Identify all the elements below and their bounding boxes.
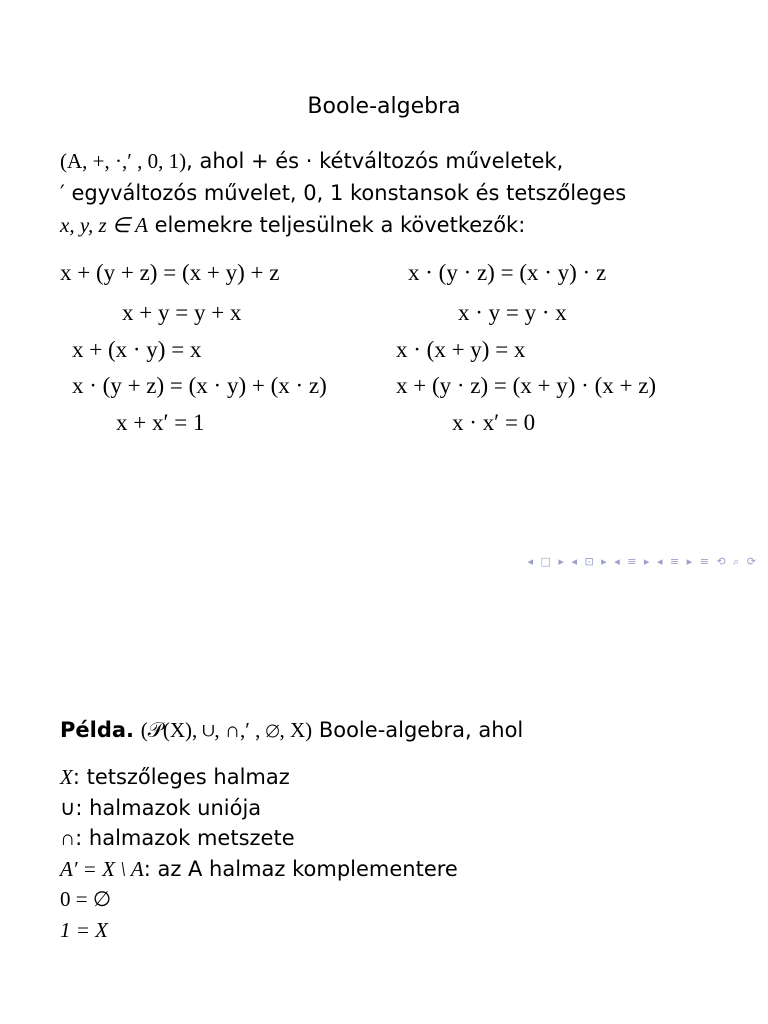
definition-item <box>60 915 458 946</box>
intro-line-1 <box>60 145 740 177</box>
definition-text: : halmazok uniója <box>75 795 262 820</box>
definition-symbol: 1 = X <box>60 917 108 942</box>
example-heading <box>60 718 523 743</box>
axiom-row-distributivity <box>0 373 768 409</box>
axiom-right: x · (x + y) = x <box>396 337 526 362</box>
intro-line-3-text: elemekre teljesülnek a következők: <box>147 213 526 237</box>
definition-text: : halmazok metszete <box>75 826 295 850</box>
example-label: Példa. <box>60 718 135 742</box>
axiom-right: x · x′ = 0 <box>452 410 536 435</box>
axiom-row-absorption <box>0 337 768 373</box>
axiom-left: x + (y + z) = (x + y) + z <box>60 260 280 285</box>
axiom-row-complement <box>0 410 768 446</box>
intro-line-3 <box>60 209 740 241</box>
definition-symbol: A′ = X \ A <box>60 856 144 881</box>
definition-symbol: ∪ <box>60 795 76 820</box>
intro-structure-math: (A, +, ·,′ , 0, 1) <box>60 149 187 173</box>
axiom-left: x + x′ = 1 <box>116 410 205 435</box>
intro-elements-math: x, y, z ∈ A <box>60 213 148 237</box>
definition-text: : az A halmaz komplementere <box>143 856 458 881</box>
example-structure-math: (𝒫(X), ∪, ∩,′ , ∅, X) <box>140 718 313 742</box>
axiom-row-associativity <box>0 260 768 296</box>
example-text: Boole-algebra, ahol <box>312 718 524 742</box>
definition-symbol: X <box>60 765 73 789</box>
axiom-right: x · (y · z) = (x · y) · z <box>408 260 607 285</box>
intro-line-1-text: , ahol + és · kétváltozós műveletek, <box>186 149 564 173</box>
axiom-right: x + (y · z) = (x + y) · (x + z) <box>396 373 657 398</box>
definition-symbol: 0 = ∅ <box>60 887 112 911</box>
axiom-left: x + y = y + x <box>122 300 242 325</box>
axiom-left: x + (x · y) = x <box>72 337 202 362</box>
axiom-right: x · y = y · x <box>458 300 567 325</box>
definition-text: : tetszőleges halmaz <box>72 765 290 789</box>
definition-item <box>60 854 458 885</box>
axiom-row-commutativity <box>0 300 768 336</box>
definition-item <box>60 793 458 824</box>
intro-line-2: ′ egyváltozós művelet, 0, 1 konstansok és tetszőleges <box>60 181 627 205</box>
slide-title: Boole-algebra <box>307 94 461 119</box>
definition-list <box>60 762 458 945</box>
intro-paragraph <box>60 145 740 241</box>
slide-example <box>0 512 768 1024</box>
axiom-left: x · (y + z) = (x · y) + (x · z) <box>72 373 327 398</box>
definition-item <box>60 823 458 854</box>
definition-item <box>60 762 458 793</box>
beamer-navigation-bar[interactable]: ◂ □ ▸ ◂ ⊡ ▸ ◂ ≡ ▸ ◂ ≡ ▸ ≡ ⟲ ⌕ ⟳ <box>527 555 758 568</box>
definition-symbol: ∩ <box>60 826 76 850</box>
definition-item <box>60 884 458 915</box>
